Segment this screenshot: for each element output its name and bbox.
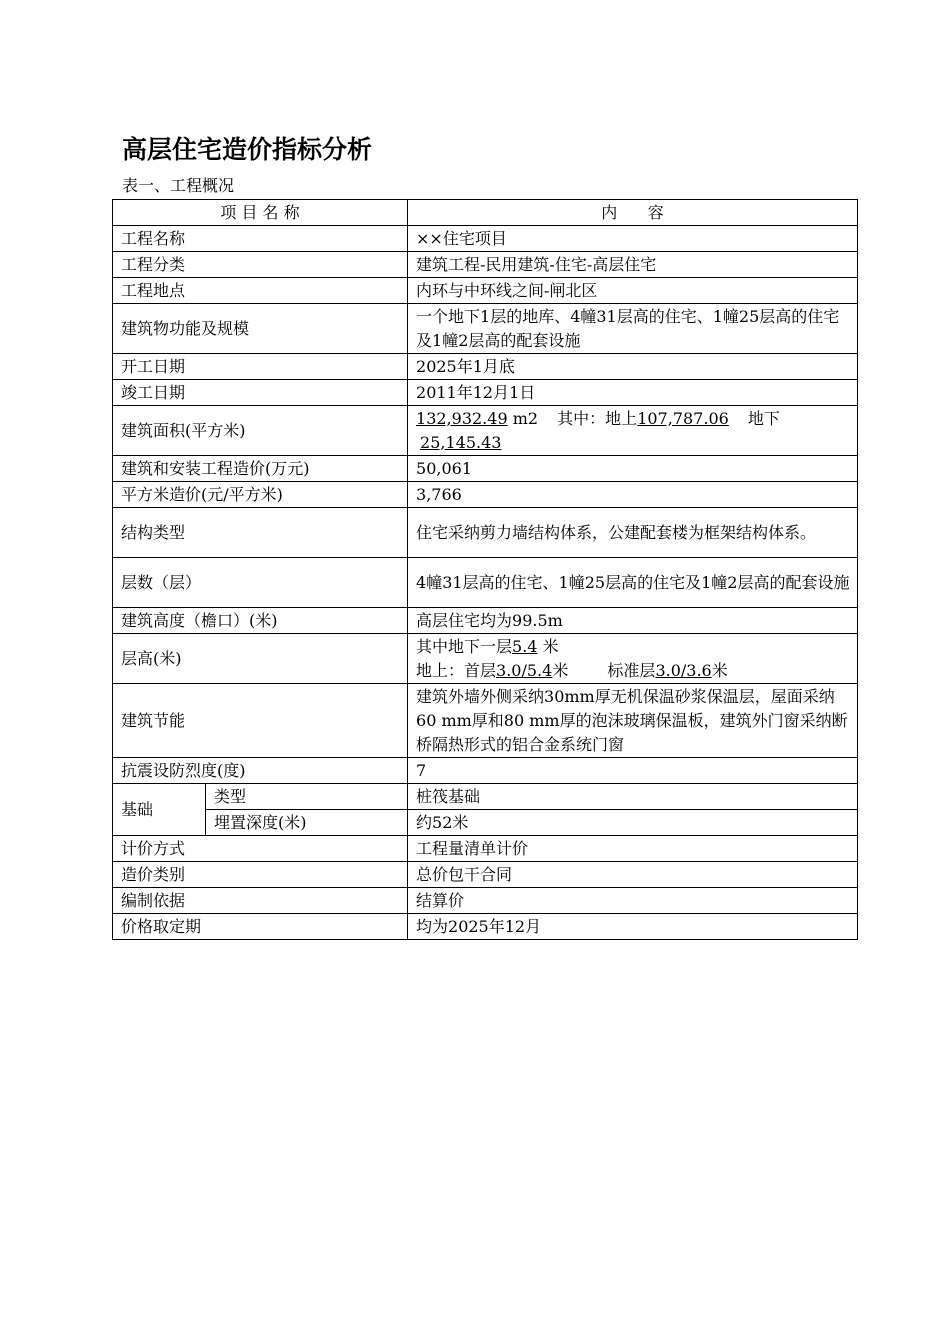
storey-unit: 米 <box>711 660 728 680</box>
storey-value-cell <box>408 634 858 684</box>
row-label: 开工日期 <box>113 354 408 380</box>
row-value: 工程量清单计价 <box>408 836 858 862</box>
row-label: 建筑节能 <box>113 684 408 758</box>
table-row <box>113 758 858 784</box>
storey-unit: 米 <box>542 636 559 656</box>
header-item-name: 项 目 名 称 <box>113 200 408 226</box>
row-label: 造价类别 <box>113 862 408 888</box>
storey-std-label: 标准层 <box>607 660 656 680</box>
table-caption: 表一、工程概况 <box>122 176 235 195</box>
table-row <box>113 684 858 758</box>
table-row <box>113 634 858 684</box>
table-row <box>113 226 858 252</box>
row-label: 层高(米) <box>113 634 408 684</box>
table-row <box>113 482 858 508</box>
row-label: 平方米造价(元/平方米) <box>113 482 408 508</box>
row-value: 建筑工程-民用建筑-住宅-高层住宅 <box>408 252 858 278</box>
row-value: 2011年12月1日 <box>408 380 858 406</box>
table-row <box>113 456 858 482</box>
storey-standard: 3.0/3.6 <box>655 660 712 680</box>
row-value: 总价包干合同 <box>408 862 858 888</box>
table-row <box>113 252 858 278</box>
row-value: 50,061 <box>408 456 858 482</box>
row-value: 2025年1月底 <box>408 354 858 380</box>
row-value: 7 <box>408 758 858 784</box>
foundation-type-label: 类型 <box>206 784 408 810</box>
row-label: 建筑面积(平方米) <box>113 406 408 456</box>
row-value: 结算价 <box>408 888 858 914</box>
row-value: 建筑外墙外侧采纳30mm厚无机保温砂浆保温层，屋面采纳60 mm厚和80 mm厚的泡沫玻璃保温板，建筑外门窗采纳断桥隔热形式的铝合金系统门窗 <box>408 684 858 758</box>
storey-unit: 米 <box>552 660 569 680</box>
table-row <box>113 836 858 862</box>
area-above: 107,787.06 <box>637 408 729 428</box>
foundation-depth-value: 约52米 <box>408 810 858 836</box>
table-row <box>113 354 858 380</box>
foundation-label: 基础 <box>113 784 206 836</box>
row-value: 高层住宅均为99.5m <box>408 608 858 634</box>
document-title: 高层住宅造价指标分析 <box>122 135 373 164</box>
storey-line2-prefix: 地上：首层 <box>416 660 497 680</box>
area-unit: m2 <box>512 408 539 428</box>
project-overview-table <box>112 199 858 940</box>
table-header-row <box>113 200 858 226</box>
row-label: 建筑高度（檐口）(米) <box>113 608 408 634</box>
table-row <box>113 558 858 608</box>
foundation-type-value: 桩筏基础 <box>408 784 858 810</box>
row-label: 抗震设防烈度(度) <box>113 758 408 784</box>
table-row <box>113 278 858 304</box>
storey-line1-prefix: 其中地下一层 <box>416 636 513 656</box>
table-row <box>113 304 858 354</box>
area-value-cell <box>408 406 858 456</box>
row-label: 工程地点 <box>113 278 408 304</box>
row-label: 结构类型 <box>113 508 408 558</box>
storey-basement: 5.4 <box>512 636 538 656</box>
header-content: 内 容 <box>408 200 858 226</box>
row-label: 建筑和安装工程造价(万元) <box>113 456 408 482</box>
row-label: 工程名称 <box>113 226 408 252</box>
row-value: 3,766 <box>408 482 858 508</box>
row-value: 4幢31层高的住宅、1幢25层高的住宅及1幢2层高的配套设施 <box>408 558 858 608</box>
row-label: 层数（层） <box>113 558 408 608</box>
row-value: 内环与中环线之间-闸北区 <box>408 278 858 304</box>
storey-first: 3.0/5.4 <box>496 660 553 680</box>
row-label: 价格取定期 <box>113 914 408 940</box>
table-row <box>113 810 858 836</box>
row-label: 建筑物功能及规模 <box>113 304 408 354</box>
table-row <box>113 508 858 558</box>
table-row <box>113 784 858 810</box>
table-row <box>113 914 858 940</box>
row-label: 工程分类 <box>113 252 408 278</box>
table-row <box>113 406 858 456</box>
table-row <box>113 380 858 406</box>
row-value: 一个地下1层的地库、4幢31层高的住宅、1幢25层高的住宅及1幢2层高的配套设施 <box>408 304 858 354</box>
row-value: 均为2025年12月 <box>408 914 858 940</box>
foundation-depth-label: 埋置深度(米) <box>206 810 408 836</box>
row-value: 住宅采纳剪力墙结构体系，公建配套楼为框架结构体系。 <box>408 508 858 558</box>
row-label: 竣工日期 <box>113 380 408 406</box>
table-row <box>113 888 858 914</box>
table-row <box>113 862 858 888</box>
row-value: ××住宅项目 <box>408 226 858 252</box>
table-row <box>113 608 858 634</box>
area-total: 132,932.49 <box>416 408 508 428</box>
area-among: 其中：地上 <box>557 408 638 428</box>
row-label: 编制依据 <box>113 888 408 914</box>
row-label: 计价方式 <box>113 836 408 862</box>
area-below-label: 地下 <box>747 408 780 428</box>
area-below: 25,145.43 <box>420 432 502 452</box>
